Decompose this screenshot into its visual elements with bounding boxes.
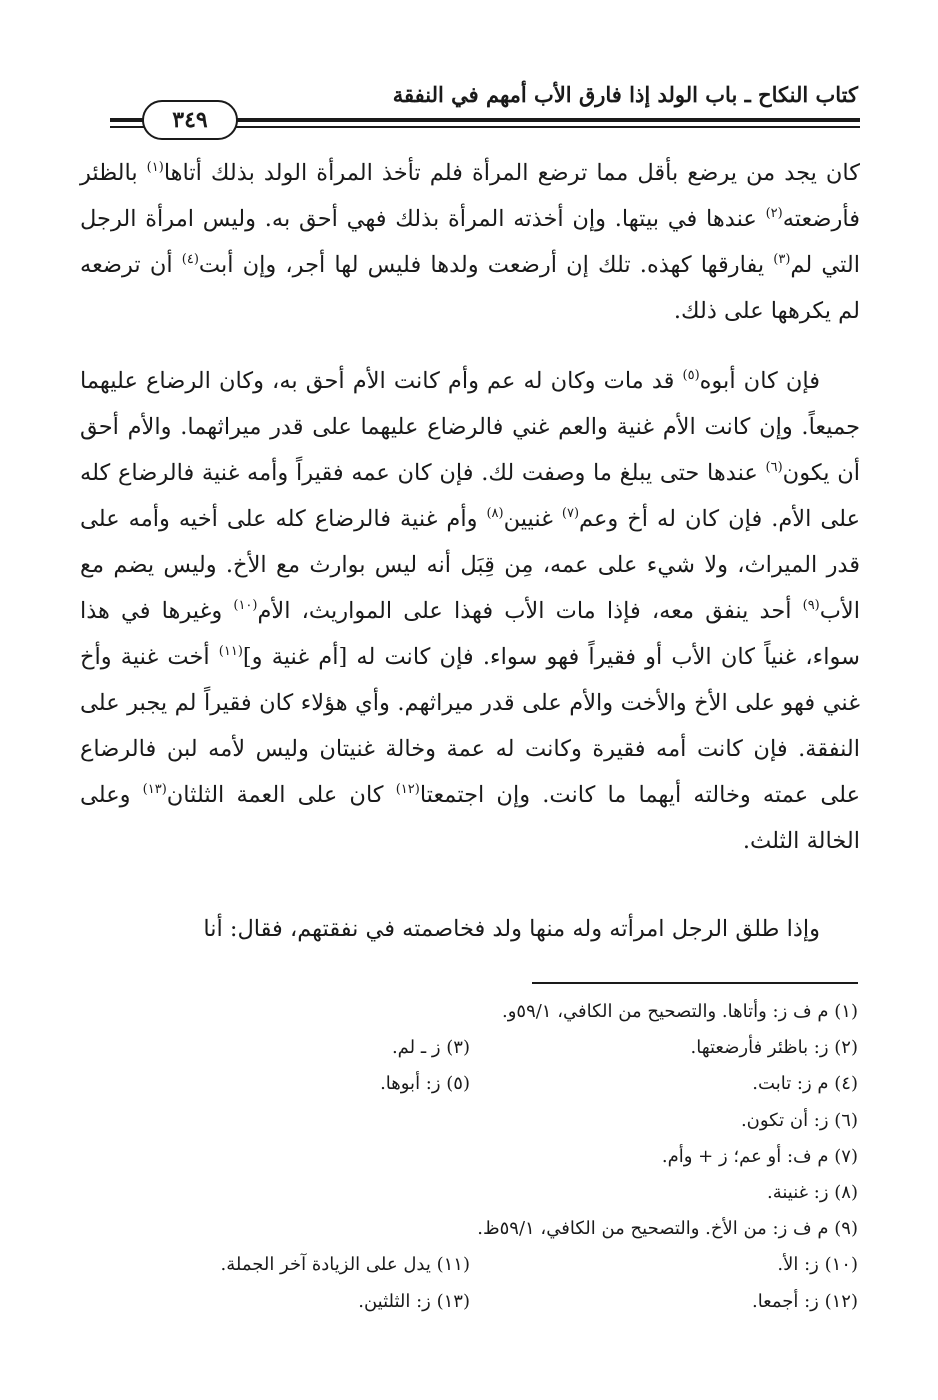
footnote-marker: (٨) (486, 506, 504, 521)
footnote-marker: (١٣) (142, 782, 167, 797)
footnote-row-10 (78, 1247, 858, 1283)
footnote-marker: (١٠) (233, 598, 258, 613)
text-segment: كان على العمة الثلثان (166, 782, 396, 808)
text-segment: غنيين (503, 506, 562, 532)
text-segment: عندها في بيتها. وإن أخذته المرأة بذلك فهي أحق به. وليس امرأة الرجل التي لم (80, 206, 861, 278)
running-header-title: كتاب النكاح ـ باب الولد إذا فارق الأب أمهم في النفقة (392, 82, 858, 107)
text-segment: بالظئر فأرضعته (80, 160, 860, 232)
footnote-marker: (٧) (561, 506, 580, 521)
footnote-marker: (٤) (181, 252, 199, 267)
footnote-5: (٥) ز: أبوها. (380, 1073, 470, 1094)
footnote-separator (532, 982, 858, 984)
footnote-7: (٧) م ف: أو عم؛ ز + وأم. (661, 1146, 858, 1167)
footnote-marker: (٦) (765, 460, 783, 475)
footnote-12: (١٢) ز: أجمعا. (751, 1291, 858, 1312)
footnote-6: (٦) ز: أن تكون. (740, 1110, 858, 1131)
footnote-4: (٤) م ز: تابت. (752, 1073, 858, 1094)
text-segment: فإن كان أبوه (699, 368, 820, 394)
footnote-row-2 (78, 1030, 858, 1066)
text-segment: عندها حتى يبلغ ما وصفت لك. فإن كان عمه فقيراً وأمه غنية فالرضاع كله على الأم. فإن كان له أخ وعم (80, 460, 860, 532)
footnote-marker: (١٢) (395, 782, 420, 797)
footnote-2: (٢) ز: باظئر فأرضعتها. (690, 1037, 858, 1058)
footnote-3: (٣) ز ـ لم. (391, 1037, 470, 1058)
text-segment: وإذا طلق الرجل امرأته وله منها ولد فخاصمته في نفقتهم، فقال: أنا (203, 916, 820, 942)
paragraph-3 (80, 906, 860, 952)
text-segment: قد مات وكان له عم وأم كانت الأم أحق به، وكان الرضاع عليهما جميعاً. وإن كانت الأم غنية والعم غني فالرضاع عليهما على قدر ميراثهما. والأم أحق أن يكون (80, 368, 861, 486)
text-segment: أن ترضعه لم يكرهها على ذلك. (80, 252, 860, 324)
footnote-13: (١٣) ز: الثلثين. (358, 1291, 470, 1312)
page-number: ٣٤٩ (142, 100, 238, 140)
text-segment: كان يجد من يرضع بأقل مما ترضع المرأة فلم تأخذ المرأة الولد بذلك أتاها (163, 160, 860, 186)
footnote-marker: (١) (146, 160, 164, 175)
footnote-marker: (٣) (773, 252, 791, 267)
footnote-marker: (٢) (765, 206, 783, 221)
footnote-10: (١٠) ز: الأ. (777, 1254, 858, 1275)
footnote-11: (١١) يدل على الزيادة آخر الجملة. (220, 1254, 470, 1275)
text-segment: وغيرها في هذا سواء، غنياً كان الأب أو فقيراً فهو سواء. فإن كانت له [أم غنية و] (80, 598, 860, 670)
paragraph-2 (80, 358, 860, 864)
text-segment: وعلى الخالة الثلث. (80, 782, 860, 854)
footnote-9: (٩) م ف ز: من الأخ. والتصحيح من الكافي، ٥٩/١ظ. (477, 1218, 858, 1239)
footnote-row-12 (78, 1284, 858, 1320)
footnote-1: (١) م ف ز: وأتاها. والتصحيح من الكافي، ٥٩/١و. (501, 1001, 858, 1022)
footnote-marker: (٩) (802, 598, 820, 613)
footnote-marker: (٥) (682, 368, 700, 383)
text-segment: وأم غنية فالرضاع كله على أخيه وأمه على قدر الميراث، ولا شيء على عمه، مِن قِبَل أنه ليس بوارث مع الأخ. وليس يضم مع الأب (80, 506, 861, 624)
footnote-row-3 (78, 1066, 858, 1102)
text-segment: يفارقها كهذه. تلك إن أرضعت ولدها فليس لها أجر، وإن أبت (198, 252, 774, 278)
paragraph-1 (80, 150, 860, 334)
text-segment: أخت غنية وأخ غني فهو على الأخ والأخت والأم على قدر ميراثهم. وأي هؤلاء كان فقيراً لم يجبر على النفقة. فإن كانت أمه فقيرة وكانت له عمة وخالة غنيتان وليس لأمه لبن فالرضاع على عمته وخالته أيهما ما كانت. وإن اجتمعتا (80, 644, 860, 808)
text-segment: أحد ينفق معه، فإذا مات الأب فهذا على المواريث، الأم (257, 598, 803, 624)
footnote-8: (٨) ز: غنينة. (766, 1182, 858, 1203)
footnote-marker: (١١) (218, 644, 243, 659)
